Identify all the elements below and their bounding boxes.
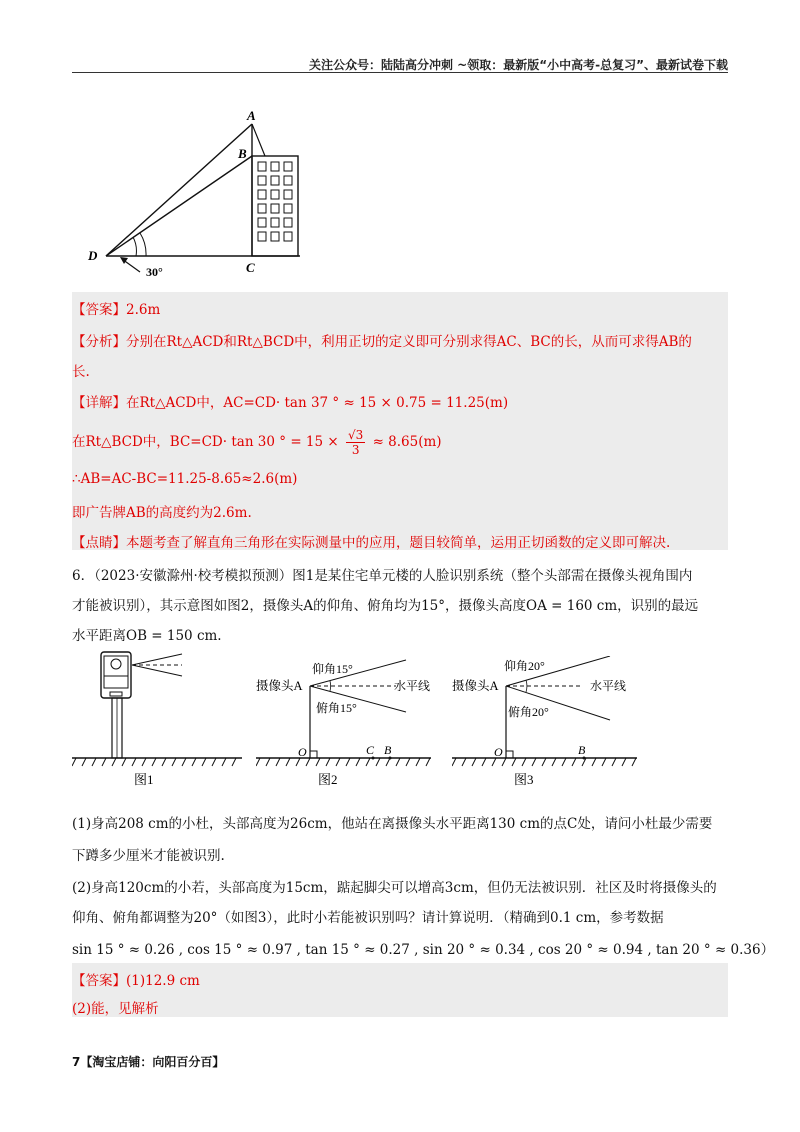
label-b: B bbox=[238, 146, 247, 161]
fig3-up-angle: 仰角20° bbox=[504, 659, 545, 673]
subquestion-2-line-3: sin 15 ° ≈ 0.26 , cos 15 ° ≈ 0.97 , tan 15 ° ≈ 0.27 , sin 20 ° ≈ 0.34 , cos 20 ° ≈ 0.94 , tan 20 ° ≈ 0.36） bbox=[72, 942, 775, 958]
answer-line-5: 【答案】2.6m bbox=[72, 302, 161, 318]
detail-line-3: ∴AB=AC-BC=11.25-8.65≈2.6(m) bbox=[72, 471, 298, 487]
fig3-horizontal-label: 水平线 bbox=[590, 679, 627, 693]
figure-1-caption: 图1 bbox=[134, 772, 154, 787]
label-d: D bbox=[88, 248, 98, 263]
page-header: 关注公众号：陆陆高分冲刺 ~领取：最新版“小中高考-总复习”、最新试卷下载 bbox=[309, 58, 728, 72]
fig2-horizontal-label: 水平线 bbox=[394, 679, 431, 693]
fig2-label-c: C bbox=[366, 743, 375, 757]
fig2-up-angle: 仰角15° bbox=[312, 662, 353, 676]
fig3-label-o: O bbox=[494, 745, 503, 759]
answer6-line-1: 【答案】(1)12.9 cm bbox=[72, 973, 200, 989]
analysis-line: 【分析】分别在Rt△ACD和Rt△BCD中，利用正切的定义即可分别求得AC、BC的长，从而可求得AB的 bbox=[72, 334, 692, 350]
label-a: A bbox=[247, 108, 256, 123]
figure-2-caption: 图2 bbox=[318, 772, 338, 787]
fig2-camera-label: 摄像头A bbox=[256, 679, 303, 693]
analysis-cont: 长. bbox=[72, 364, 90, 380]
building-triangle-figure bbox=[80, 100, 320, 285]
label-c: C bbox=[246, 260, 255, 275]
figure-2 bbox=[256, 656, 436, 788]
subquestion-1-line-1: (1)身高208 cm的小杜，头部高度为26cm，他站在离摄像头水平距离130 cm的点C处，请问小杜最少需要 bbox=[72, 816, 713, 832]
subquestion-2-line-1: (2)身高120cm的小若，头部高度为15cm，踮起脚尖可以增高3cm，但仍无法被识别．社区及时将摄像头的 bbox=[72, 880, 717, 896]
fig2-label-o: O bbox=[298, 745, 307, 759]
figure-3 bbox=[452, 656, 642, 788]
question-6-line-1: 6．（2023·安徽滁州·校考模拟预测）图1是某住宅单元楼的人脸识别系统（整个头部需在摄像头视角围内 bbox=[72, 568, 693, 584]
fig3-camera-label: 摄像头A bbox=[452, 679, 499, 693]
detail-line-1: 【详解】在Rt△ACD中，AC=CD· tan 37 ° ≈ 15 × 0.75 = 11.25(m) bbox=[72, 395, 509, 411]
fig3-down-angle: 俯角20° bbox=[508, 705, 549, 719]
detail-line-4: 即广告牌AB的高度约为2.6m. bbox=[72, 505, 252, 521]
fig2-label-b: B bbox=[384, 743, 392, 757]
subquestion-2-line-2: 仰角、俯角都调整为20°（如图3），此时小若能被识别吗？请计算说明．（精确到0.1 cm，参考数据 bbox=[72, 910, 664, 926]
fraction: $\frac{√3}{3}$ bbox=[348, 428, 364, 457]
fig2-down-angle: 俯角15° bbox=[316, 701, 357, 715]
page-footer: 7【淘宝店铺：向阳百分百】 bbox=[72, 1055, 225, 1069]
question-6-line-3: 水平距离OB = 150 cm. bbox=[72, 628, 222, 644]
angle-label: 30° bbox=[146, 265, 163, 279]
figure-1 bbox=[72, 648, 242, 788]
detail-line-2: 在Rt△BCD中，BC=CD· tan 30 ° = 15 × $\frac{√3}{3}$ ≈ 8.65(m) bbox=[72, 428, 442, 457]
comment-line: 【点睛】本题考查了解直角三角形在实际测量中的应用，题目较简单，运用正切函数的定义即可解决. bbox=[72, 535, 671, 551]
header-divider bbox=[72, 72, 728, 73]
subquestion-1-line-2: 下蹲多少厘米才能被识别. bbox=[72, 848, 225, 864]
figure-3-caption: 图3 bbox=[514, 772, 534, 787]
question-6-line-2: 才能被识别），其示意图如图2，摄像头A的仰角、俯角均为15°，摄像头高度OA = 160 cm，识别的最远 bbox=[72, 598, 699, 614]
answer6-line-2: (2)能，见解析 bbox=[72, 1001, 159, 1017]
fig3-label-b: B bbox=[578, 743, 586, 757]
